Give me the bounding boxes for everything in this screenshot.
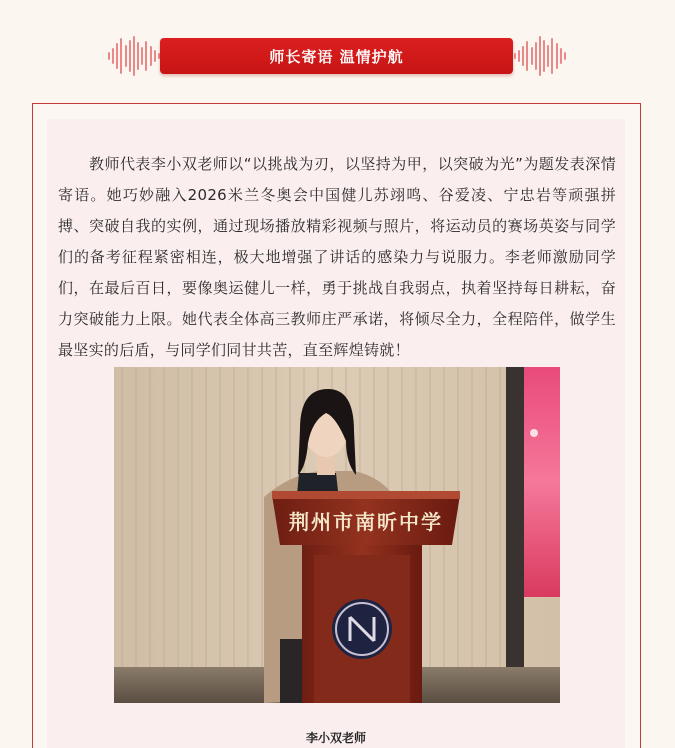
podium-sign-text: 荆州市南昕中学: [289, 510, 443, 534]
section-title: 师长寄语 温情护航: [269, 47, 404, 66]
content-card-inner: [47, 119, 625, 748]
section-header: [0, 35, 675, 77]
teacher-speech-photo[interactable]: [114, 367, 560, 703]
sound-wave-decoration-left: [108, 35, 160, 77]
sound-wave-decoration-right: [514, 35, 566, 77]
article-paragraph: 教师代表李小双老师以“以挑战为刃，以坚持为甲，以突破为光”为题发表深情寄语。她巧妙融入2026米兰冬奥会中国健儿苏翊鸣、谷爱凌、宁忠岩等顽强拼搏、突破自我的实例，通过现场播放精彩视频与照片，将运动员的赛场英姿与同学们的备考征程紧密相连，极大地增强了讲话的感染力与说服力。李老师激励同学们，在最后百日，要像奥运健儿一样，勇于挑战自我弱点，执着坚持每日耕耘，奋力突破能力上限。她代表全体高三教师庄严承诺，将倾尽全力，全程陪伴，做学生最坚实的后盾，与同学们同甘共苦，直至辉煌铸就！: [58, 155, 616, 359]
content-card: [32, 103, 641, 748]
photo-caption: 李小双老师: [305, 731, 366, 745]
section-title-banner: [160, 38, 513, 74]
photo-illustration: [114, 367, 560, 703]
